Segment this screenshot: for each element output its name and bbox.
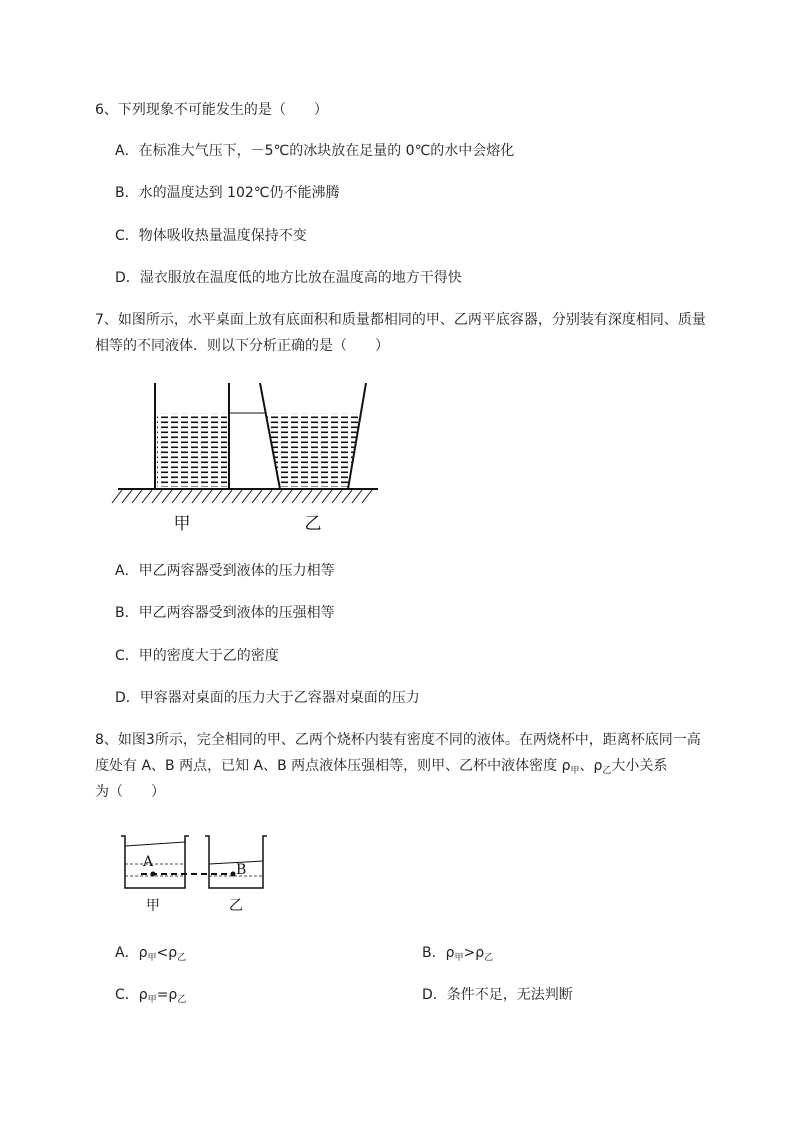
container-yi <box>260 383 370 489</box>
q7-stem-line1: 7、如图所示，水平桌面上放有底面积和质量都相同的甲、乙两平底容器，分别装有深度相同、质量 <box>95 312 706 328</box>
q8-point-label-b: B <box>236 862 247 878</box>
q8-label-yi: 乙 <box>229 898 243 914</box>
q8-option-c <box>115 984 186 1005</box>
q7-option-d: D．甲容器对桌面的压力大于乙容器对桌面的压力 <box>115 690 420 706</box>
q8-option-a <box>115 942 186 963</box>
q6-option-c: C．物体吸收热量温度保持不变 <box>115 228 307 244</box>
q8-beakers-figure <box>115 828 275 923</box>
table-surface <box>112 489 378 503</box>
q8-option-a-op: <ρ <box>156 945 178 961</box>
q8-option-b-sub1: 甲 <box>454 953 464 963</box>
q8-stem-sub-yi: 乙 <box>602 766 612 776</box>
q7-label-jia: 甲 <box>173 514 191 534</box>
q8-option-b-op: >ρ <box>463 945 485 961</box>
q8-option-c-sub1: 甲 <box>147 995 157 1005</box>
q8-point-label-a: A <box>143 854 154 870</box>
q7-option-b: B．甲乙两容器受到液体的压强相等 <box>115 605 335 621</box>
q8-option-b-sub2: 乙 <box>484 953 494 963</box>
q8-option-b <box>422 942 493 963</box>
q8-stem-tail: 大小关系 <box>611 758 668 774</box>
q8-label-jia: 甲 <box>146 898 160 914</box>
q8-stem-line2 <box>95 754 667 783</box>
q8-option-a-sub2: 乙 <box>177 953 187 963</box>
beaker-jia <box>121 836 189 888</box>
q8-option-c-letter: C．ρ <box>115 987 148 1003</box>
q7-option-a: A．甲乙两容器受到液体的压力相等 <box>115 563 335 579</box>
q8-stem-line2-text: 度处有 A、B 两点，已知 A、B 两点液体压强相等，则甲、乙杯中液体密度 ρ <box>95 758 571 774</box>
q6-option-b: B．水的温度达到 102℃仍不能沸腾 <box>115 185 340 201</box>
q8-option-a-sub1: 甲 <box>147 953 157 963</box>
q6-option-a: A．在标准大气压下，－5℃的冰块放在足量的 0℃的水中会熔化 <box>115 143 515 159</box>
q7-label-yi: 乙 <box>304 514 322 534</box>
q8-option-c-sub2: 乙 <box>177 995 187 1005</box>
q6-stem: 6、下列现象不可能发生的是（ ） <box>95 102 328 118</box>
q8-stem-sub-jia: 甲 <box>570 766 580 776</box>
q8-stem-line3: 为（ ） <box>95 784 165 800</box>
container-jia <box>155 383 229 489</box>
q6-option-d: D．湿衣服放在温度低的地方比放在温度高的地方干得快 <box>115 270 462 286</box>
q8-option-d: D．条件不足，无法判断 <box>422 987 573 1003</box>
point-b <box>231 872 236 877</box>
q7-stem-line2: 相等的不同液体．则以下分析正确的是（ ） <box>95 338 389 354</box>
point-a <box>151 872 156 877</box>
q8-stem-mid: 、ρ <box>579 758 603 774</box>
q8-option-a-letter: A．ρ <box>115 945 148 961</box>
q7-containers-figure <box>110 375 390 540</box>
q8-stem-line1: 8、如图3所示，完全相同的甲、乙两个烧杯内装有密度不同的液体。在两烧杯中，距离杯底同一高 <box>95 732 701 748</box>
q7-option-c: C．甲的密度大于乙的密度 <box>115 648 279 664</box>
q8-option-b-letter: B．ρ <box>422 945 455 961</box>
q8-option-c-op: =ρ <box>156 987 178 1003</box>
